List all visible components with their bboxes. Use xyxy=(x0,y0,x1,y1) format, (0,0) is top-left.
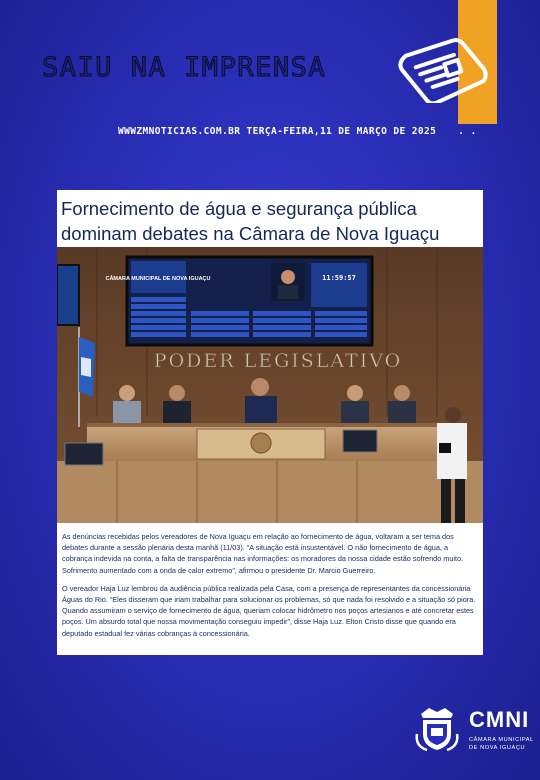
article-paragraph: As denúncias recebidas pelos vereadores de Nova Iguaçu em relação ao fornecimento de água, voltaram a ser tema dos debates durante a sessão plenária desta manhã (11/03). “A situação está insustentável. O não fornecimento de água, a cobrança indevida na conta, a falta de transparência nas informações: os moradores da nossa cidade estão sofrendo muito. Sofrimento aumentado com a onda de calor extremo”, afirmou o presidente Dr. Marcio Guerreiro. xyxy=(62,532,464,575)
dateline-text: WWWZMNOTICIAS.COM.BR TERÇA-FEIRA,11 DE MARÇO DE 2025 xyxy=(118,126,437,137)
page-title: SAIU NA IMPRENSA xyxy=(42,52,327,83)
cmni-logo-subtitle: CÂMARA MUNICIPAL xyxy=(469,737,534,743)
article-headline: Fornecimento de água e segurança pública dominam debates na Câmara de Nova Iguaçu xyxy=(61,198,440,244)
cmni-logo-word: CMNI xyxy=(469,707,530,732)
plenary-session-photo xyxy=(57,247,483,523)
dateline xyxy=(118,126,477,137)
article-body xyxy=(62,531,480,646)
board-clock: 11:59:57 xyxy=(322,274,356,282)
dateline-dots: . . xyxy=(458,126,477,137)
news-article xyxy=(57,190,483,655)
coat-of-arms-icon xyxy=(413,704,461,754)
article-paragraph: O vereador Haja Luz lembrou da audiência pública realizada pela Casa, com a presença de representantes da concessionária Águas do Rio. “Eles disseram que iriam trabalhar para solucionar os problemas, só que nada foi resolvido e a situação só piora. Quando assumiram o serviço de fornecimento de água, queriam colocar hidrômetro nos poços artesianos e até concretar estes poços. Um absurdo total que nossa movimentação conseguiu impedir”, disse Haja Luz. Elton Cristo disse que quando era deputado estadual fez várias cobranças à concessionária. xyxy=(62,583,476,638)
cmni-logo-subtitle-2: DE NOVA IGUAÇU xyxy=(469,745,526,751)
board-title: CÂMARA MUNICIPAL DE NOVA IGUAÇU xyxy=(105,276,211,282)
wall-lettering: PODER LEGISLATIVO xyxy=(153,350,403,372)
footer-logos xyxy=(413,704,461,758)
article-photo xyxy=(57,247,483,523)
newspaper-icon xyxy=(398,37,488,103)
